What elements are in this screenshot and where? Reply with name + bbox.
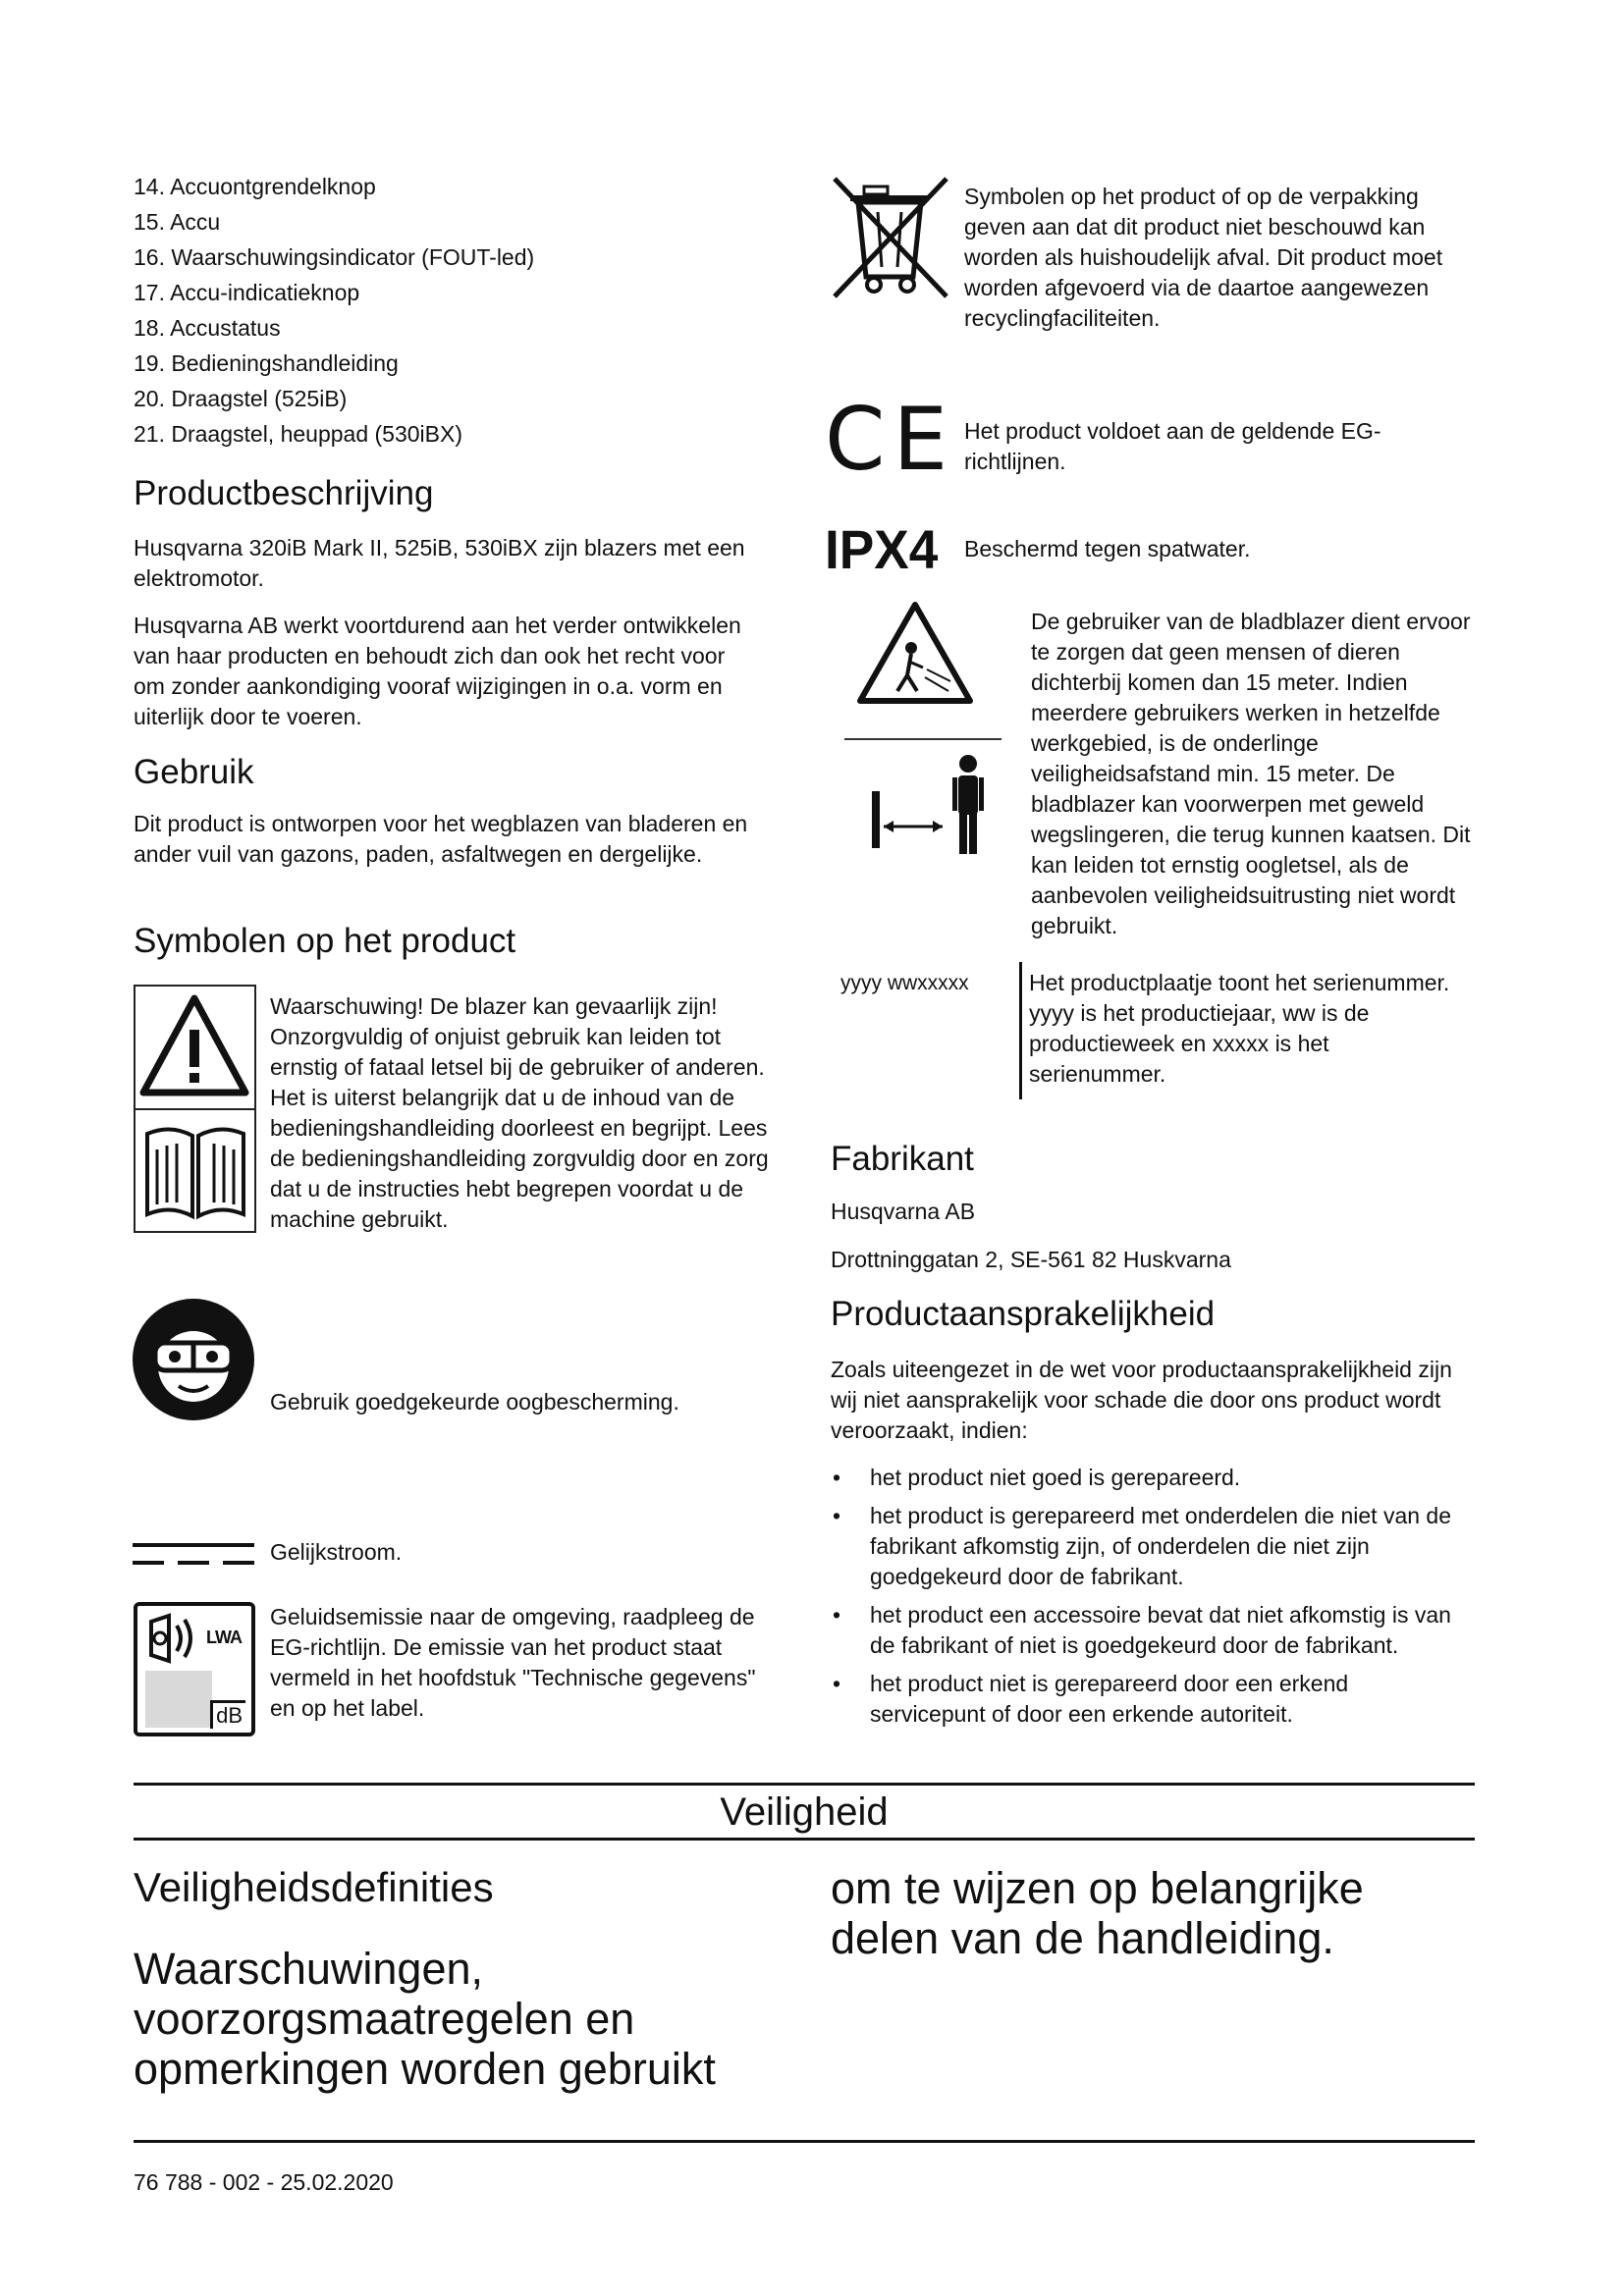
list-item: • het product een accessoire bevat dat niet afkomstig is van de fabrikant of niet is goedgekeurd door de fabrikant. [831, 1600, 1469, 1661]
safety-distance-text: De gebruiker van de bladblazer dient ervoor te zorgen dat geen mensen of dieren dichterbij komen dan 15 meter. Indien meerdere gebruikers werken in hetzelfde werkgebied, is de onderlinge veiligheidsafstand min. 15 meter. De bladblazer kan voorwerpen met geweld wegslingeren, die terug kunnen kaatsen. Dit kan leiden tot ernstig oogletsel, als de aanbevolen veiligheidsuitrusting niet wordt gebruikt. [1031, 609, 1471, 938]
warning-manual-icon-box [134, 985, 256, 1233]
ce-mark-icon: CE [825, 389, 956, 490]
aansprakelijkheid-heading: Productaansprakelijkheid [831, 1295, 1216, 1333]
noise-emission-icon [134, 1602, 255, 1736]
veiligheidsdefinities-heading: Veiligheidsdefinities [134, 1864, 494, 1910]
section-rule-bottom [134, 1838, 1475, 1841]
list-item: 17. Accu-indicatieknop [134, 280, 360, 305]
veiligheid-right-text: om te wijzen op belangrijke delen van de handleiding. [831, 1863, 1364, 1963]
warning-triangle-icon [135, 987, 254, 1108]
section-rule-top [134, 1783, 1475, 1786]
aansprakelijkheid-bullets [831, 1463, 1469, 1737]
gebruik-heading: Gebruik [134, 753, 254, 791]
list-item: • het product niet goed is gerepareerd. [831, 1463, 1469, 1493]
eye-protection-text: Gebruik goedgekeurde oogbescherming. [270, 1389, 679, 1415]
list-item: 21. Draagstel, heuppad (530iBX) [134, 421, 462, 447]
footer-doc-number: 76 788 - 002 - 25.02.2020 [134, 2169, 394, 2195]
weee-text: Symbolen op het product of op de verpakking geven aan dat dit product niet beschouwd kan worden als huishoudelijk afval. Dit product moet worden afgevoerd via de daartoe aangewezen recyclingfaciliteiten. [964, 184, 1443, 331]
weee-bin-icon [827, 173, 952, 302]
direct-current-icon [133, 1543, 254, 1567]
direct-current-text: Gelijkstroom. [270, 1539, 403, 1565]
fabrikant-name: Husqvarna AB [831, 1199, 976, 1224]
ipx4-icon: IPX4 [825, 518, 939, 580]
list-item: 20. Draagstel (525iB) [134, 386, 348, 411]
speaker-icon [143, 1612, 202, 1665]
list-item: • het product is gerepareerd met onderdelen die niet van de fabrikant afkomstig zijn, of onderdelen die niet zijn goedgekeurd door de fabrikant. [831, 1501, 1469, 1592]
noise-lwa-label: LWA [206, 1628, 242, 1647]
thrown-objects-warning-icon [854, 599, 976, 709]
list-item: 14. Accuontgrendelknop [134, 174, 376, 199]
list-item: 18. Accustatus [134, 315, 281, 341]
aansprakelijkheid-intro: Zoals uiteengezet in de wet voor productaansprakelijkheid zijn wij niet aansprakelijk voor schade die door ons product wordt veroorzaakt, indien: [831, 1357, 1452, 1443]
ipx4-text: Beschermd tegen spatwater. [964, 536, 1251, 561]
productbeschrijving-text-2: Husqvarna AB werkt voortdurend aan het verder ontwikkelen van haar producten en behoudt zich dan ook het recht voor om zonder aankondiging vooraf wijzigingen in o.a. vorm en uiterlijk door te voeren. [134, 613, 741, 729]
footer-rule [134, 2140, 1475, 2143]
parts-list [134, 169, 762, 452]
fabrikant-address: Drottninggatan 2, SE-561 82 Huskvarna [831, 1247, 1231, 1272]
noise-db-label: dB [210, 1700, 245, 1729]
list-item: • het product niet is gerepareerd door een erkend servicepunt of door een erkende autoriteit. [831, 1669, 1469, 1730]
eye-protection-icon [132, 1298, 255, 1421]
symbolen-heading: Symbolen op het product [134, 922, 516, 960]
safety-distance-icon [866, 752, 992, 860]
fabrikant-heading: Fabrikant [831, 1140, 974, 1178]
serial-code-label: yyyy wwxxxxx [840, 972, 969, 994]
warning-text: Waarschuwing! De blazer kan gevaarlijk zijn! Onzorgvuldig of onjuist gebruik kan leiden tot ernstig of fataal letsel bij de gebruiker of anderen. Het is uiterst belangrijk dat u de inhoud van de bedieningshandleiding doorleest en begrijpt. Lees de bedieningshandleiding zorgvuldig door en zorg dat u de instructies hebt begrepen voordat u de machine gebruikt. [270, 993, 769, 1232]
list-item: 15. Accu [134, 209, 221, 235]
gebruik-text: Dit product is ontworpen voor het wegblazen van bladeren en ander vuil van gazons, paden, asfaltwegen en dergelijke. [134, 811, 748, 867]
ce-text: Het product voldoet aan de geldende EG-richtlijnen. [964, 418, 1381, 474]
list-item: 16. Waarschuwingsindicator (FOUT-led) [134, 244, 535, 270]
list-item: 19. Bedieningshandleiding [134, 350, 399, 376]
serial-text: Het productplaatje toont het serienummer. yyyy is het productiejaar, ww is de productieweek en xxxxx is het serienummer. [1029, 970, 1450, 1087]
noise-emission-text: Geluidsemissie naar de omgeving, raadpleeg de EG-richtlijn. De emissie van het product staat vermeld in het hoofdstuk "Technische gegevens" en op het label. [270, 1604, 756, 1721]
veiligheid-section-title: Veiligheid [720, 1790, 889, 1834]
manual-book-icon [135, 1110, 254, 1232]
productbeschrijving-text-1: Husqvarna 320iB Mark II, 525iB, 530iBX zijn blazers met een elektromotor. [134, 535, 745, 591]
veiligheid-left-text: Waarschuwingen, voorzorgsmaatregelen en opmerkingen worden gebruikt [134, 1944, 716, 2094]
productbeschrijving-heading: Productbeschrijving [134, 474, 434, 512]
